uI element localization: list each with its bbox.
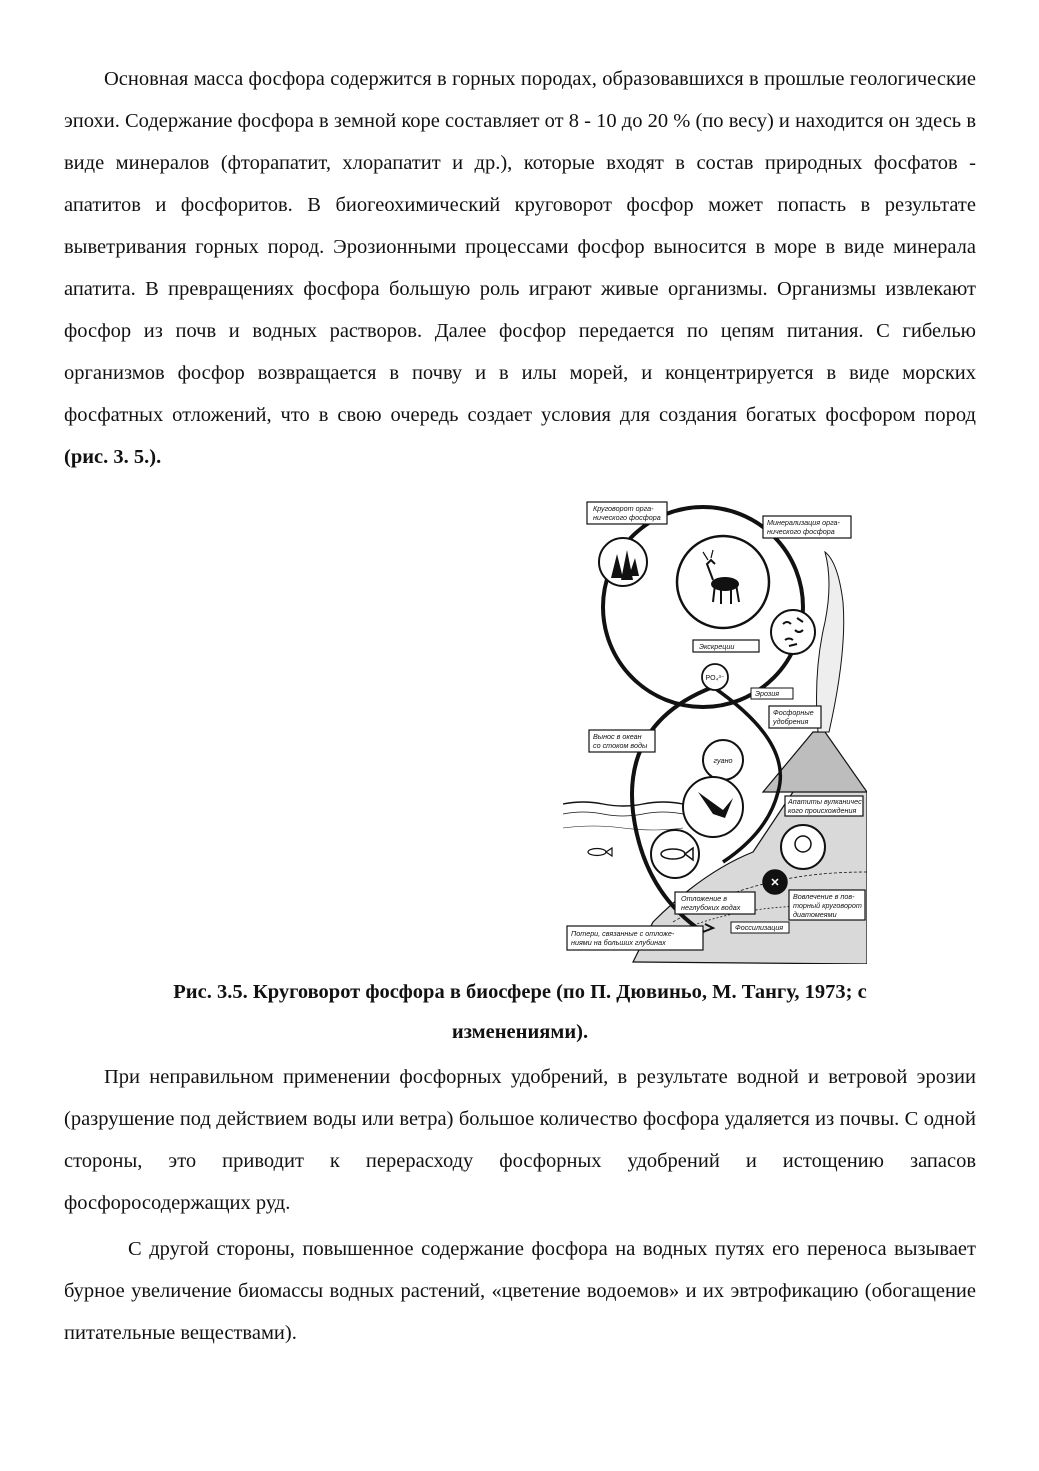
svg-text:Минерализация орга-: Минерализация орга-	[767, 518, 840, 527]
paragraph-erosion: При неправильном применении фосфорных удобрений, в результате водной и ветровой эрозии (разрушение под действием воды или ветра) большое количество фосфора удаляется из почвы. С одной стороны, это приводит к перерасходу фосфорных удобрений и истощению запасов фосфоросодержащих руд.	[64, 1066, 976, 1214]
svg-text:удобрения: удобрения	[773, 717, 809, 726]
document-page	[64, 58, 976, 1354]
svg-text:кого происхождения: кого происхождения	[788, 806, 857, 815]
label-organic-cycle	[587, 502, 667, 524]
label-mineralization	[763, 516, 851, 538]
guano-label: гуано	[713, 756, 733, 765]
svg-text:нического фосфора: нического фосфора	[767, 527, 835, 536]
label-ocean-runoff	[589, 730, 655, 752]
phosphorus-cycle-figure	[64, 492, 976, 964]
label-fossilization	[731, 922, 789, 933]
svg-text:нического фосфора: нического фосфора	[593, 513, 661, 522]
svg-text:ниями на больших глубинах: ниями на больших глубинах	[571, 938, 666, 947]
svg-text:Потери, связанные с отложе-: Потери, связанные с отложе-	[571, 929, 675, 938]
phosphorus-cycle-diagram	[563, 492, 867, 964]
phosphate-label: PO₄³⁻	[705, 675, 725, 682]
svg-text:Вынос в океан: Вынос в океан	[593, 732, 642, 741]
label-shallow-deposits	[675, 892, 755, 914]
label-excretion	[693, 640, 759, 652]
svg-text:Круговорот орга-: Круговорот орга-	[593, 504, 654, 513]
svg-text:Вовлечение в пов-: Вовлечение в пов-	[793, 892, 855, 901]
figure-caption	[64, 972, 976, 1052]
diatom-circle	[781, 825, 825, 869]
label-volcanic-apatites	[785, 796, 863, 816]
figure-caption-line2: изменениями).	[451, 1021, 589, 1043]
figure-reference: (рис. 3. 5.).	[64, 446, 162, 468]
figure-caption-line1: Рис. 3.5. Круговорот фосфора в биосфере (по П. Дювиньо, М. Тангу, 1973; с	[173, 981, 867, 1003]
svg-text:Эрозия: Эрозия	[755, 689, 780, 698]
shell-icon: ✕	[770, 877, 780, 889]
svg-text:со стоком воды: со стоком воды	[593, 741, 648, 750]
svg-text:Фоссилизация: Фоссилизация	[735, 923, 784, 932]
svg-text:диатомеями: диатомеями	[793, 910, 837, 919]
svg-text:Апатиты вулканичес: Апатиты вулканичес	[788, 797, 862, 806]
label-recycling	[789, 890, 865, 920]
svg-text:торный круговорот: торный круговорот	[793, 901, 862, 910]
bacteria-circle	[771, 610, 815, 654]
label-erosion	[751, 688, 793, 699]
label-deep-losses	[567, 926, 703, 950]
paragraph-eutrophication: С другой стороны, повышенное содержание фосфора на водных путях его переноса вызывает бурное увеличение биомассы водных растений, «цветение водоемов» и их эвтрофикацию (обогащение питательные веществами).	[64, 1238, 976, 1344]
svg-text:Отложение в: Отложение в	[681, 894, 727, 903]
geyser-plume	[817, 552, 844, 732]
svg-text:неглубоких водах: неглубоких водах	[681, 903, 741, 912]
paragraph-intro-text: Основная масса фосфора содержится в горных породах, образовавшихся в прошлые геологические эпохи. Содержание фосфора в земной коре составляет от 8 - 10 до 20 % (по весу) и находится он здесь в виде минералов (фторапатит, хлорапатит и др.), которые входят в состав природных фосфатов - апатитов и фосфоритов. В биогеохимический круговорот фосфор может попасть в результате выветривания горных пород. Эрозионными процессами фосфор выносится в море в виде минерала апатита. В превращениях фосфора большую роль играют живые организмы. Организмы извлекают фосфор из почв и водных растворов. Далее фосфор передается по цепям питания. С гибелью организмов фосфор возвращается в почву и в илы морей, и концентрируется в виде морских фосфатных отложений, что в свою очередь создает условия для создания богатых фосфором пород	[64, 68, 976, 426]
svg-text:Фосфорные: Фосфорные	[773, 708, 814, 717]
svg-text:Экскреции: Экскреции	[699, 642, 735, 651]
label-fertilizers	[769, 706, 821, 728]
paragraph-intro	[64, 58, 976, 478]
